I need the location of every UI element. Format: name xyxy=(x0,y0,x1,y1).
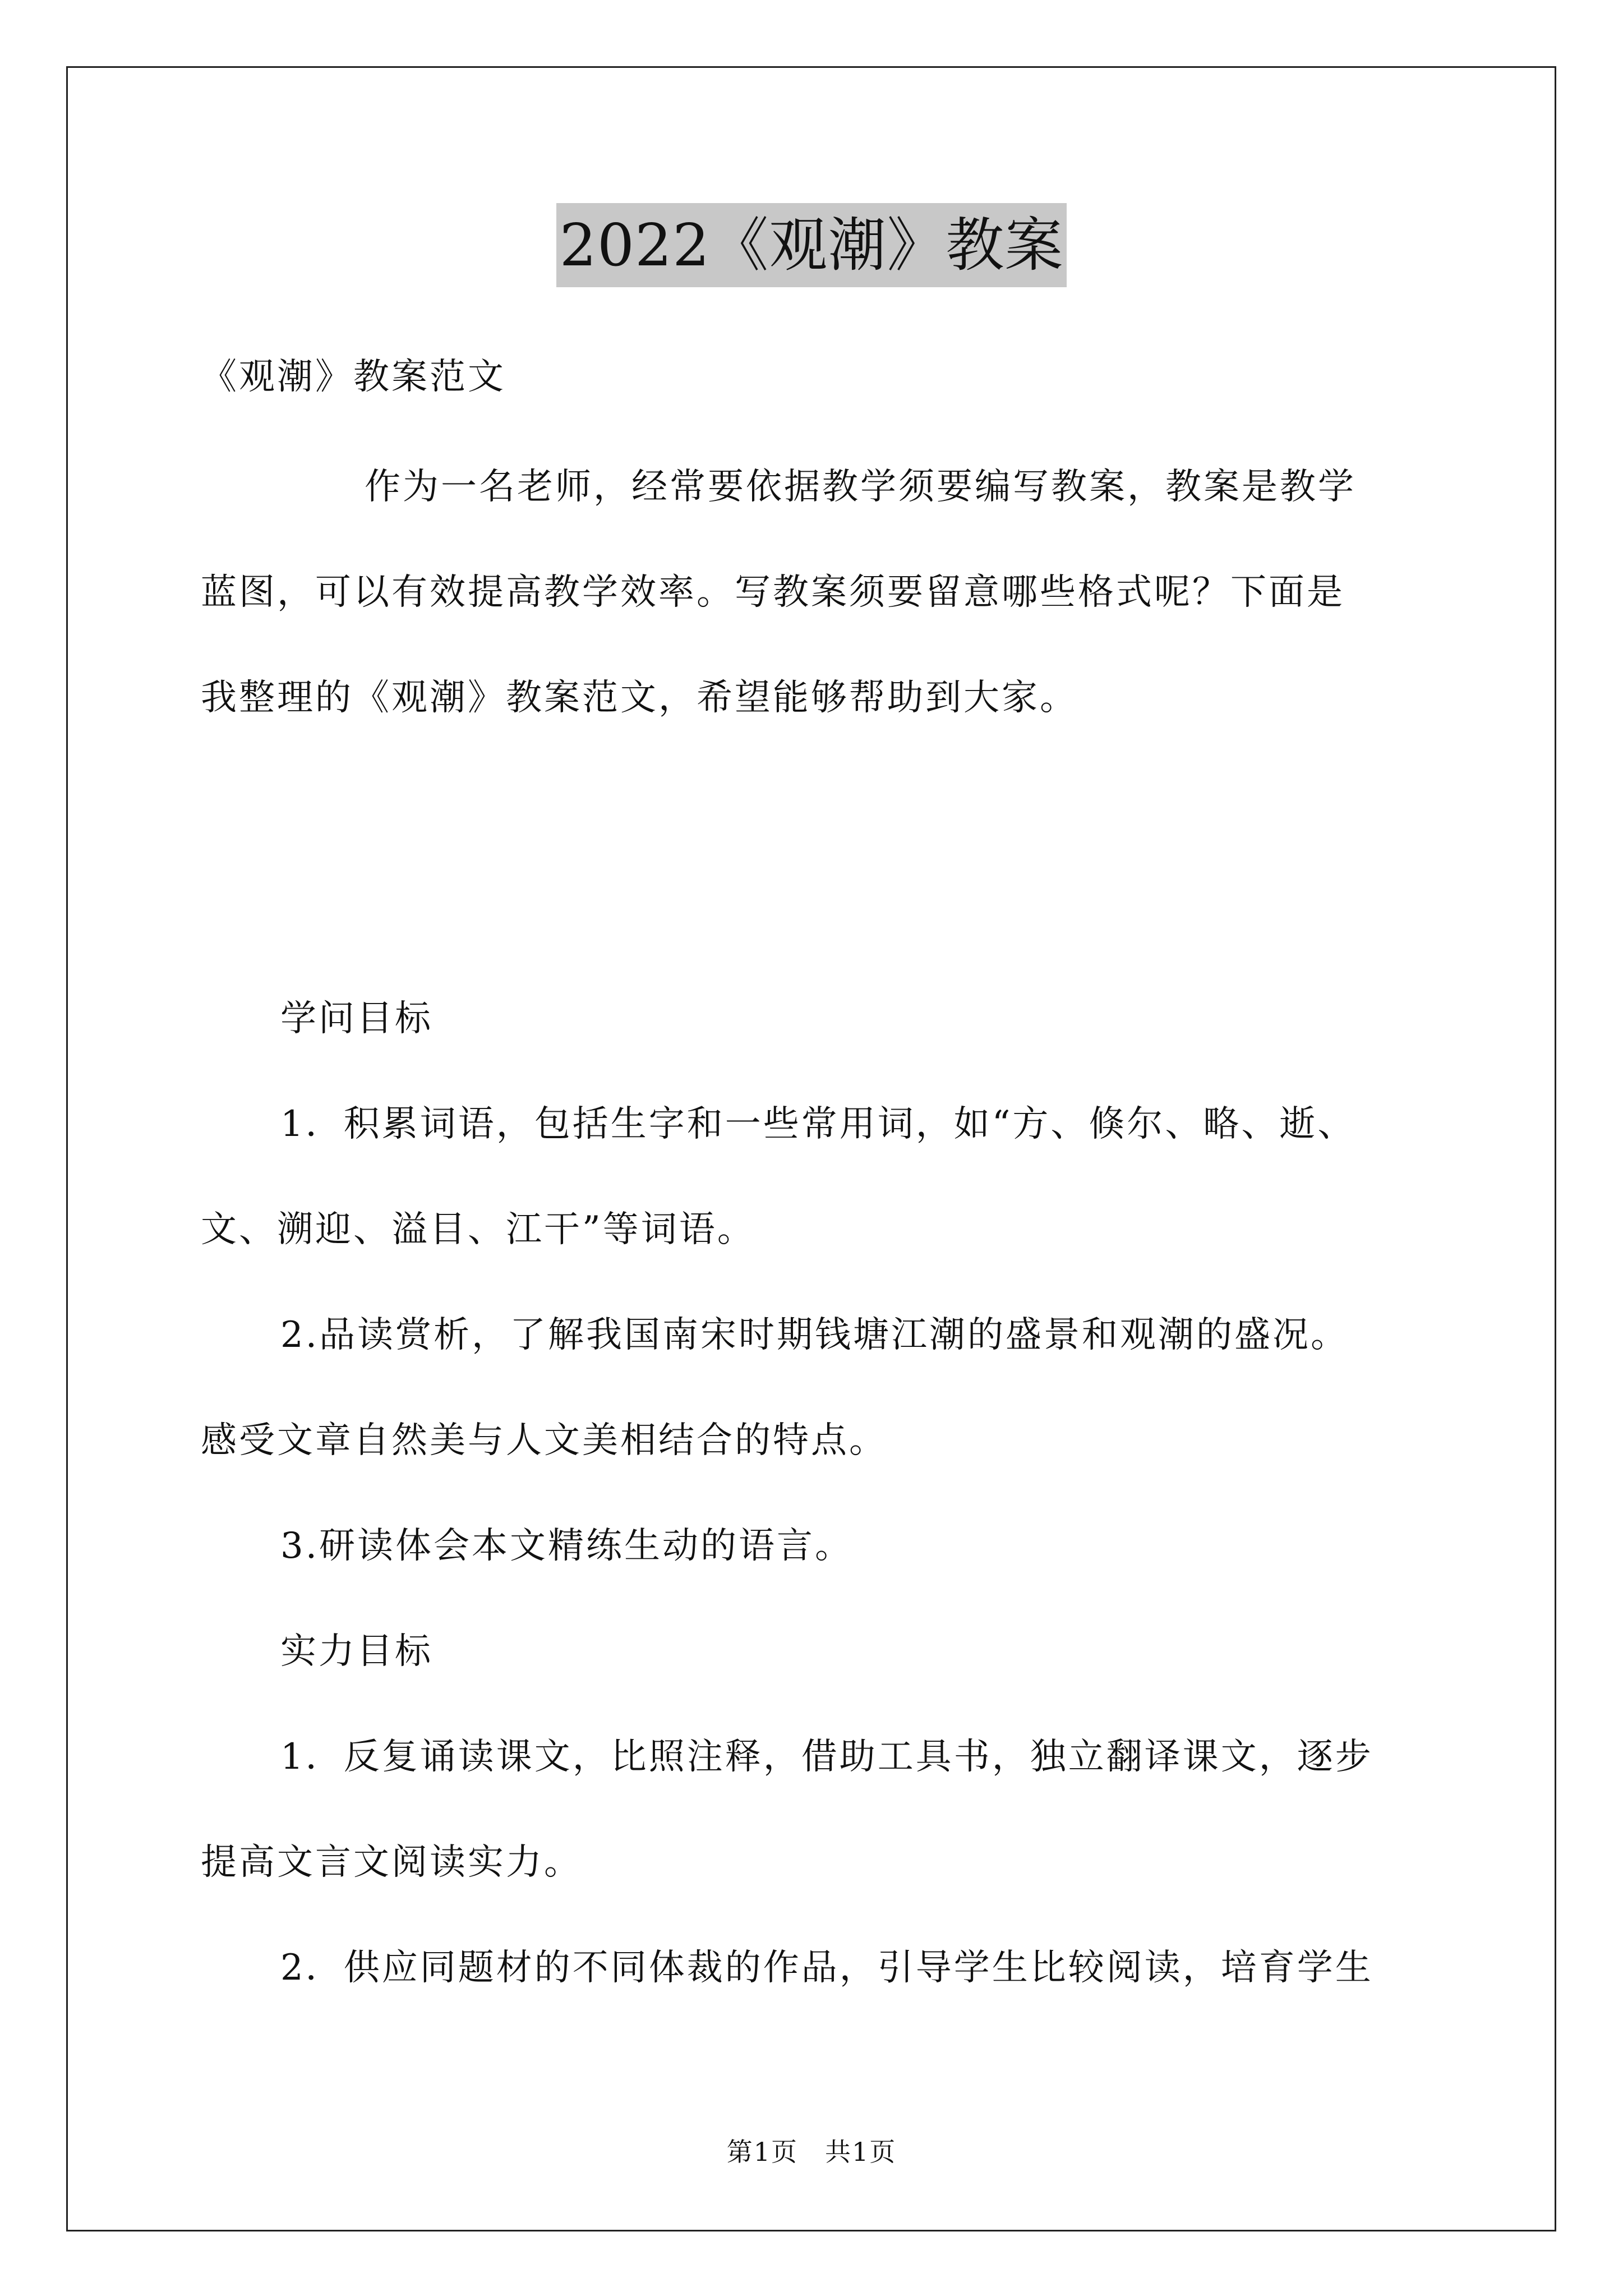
intro-line-3: 我整理的《观潮》教案范文，希望能够帮助到大家。 xyxy=(201,677,1078,719)
knowledge-line-1: 1．积累词语，包括生字和一些常用词，如“方、倏尔、略、逝、 xyxy=(280,1103,1356,1145)
knowledge-line-2: 文、溯迎、溢目、江干”等词语。 xyxy=(201,1209,755,1250)
document-title: 2022《观潮》教案 xyxy=(556,203,1067,287)
intro-line-2: 蓝图，可以有效提高教学效率。写教案须要留意哪些格式呢？下面是 xyxy=(201,572,1345,613)
knowledge-line-5: 3.研读体会本文精练生动的语言。 xyxy=(280,1525,854,1567)
ability-line-3: 2．供应同题材的不同体裁的作品，引导学生比较阅读，培育学生 xyxy=(280,1947,1373,1989)
ability-heading: 实力目标 xyxy=(280,1631,433,1672)
title-container xyxy=(0,203,1623,287)
ability-line-2: 提高文言文阅读实力。 xyxy=(201,1842,582,1883)
intro-line-1: 作为一名老师，经常要依据教学须要编写教案，教案是教学 xyxy=(365,466,1356,508)
page-footer: 第1页 共1页 xyxy=(726,2137,897,2167)
knowledge-heading: 学问目标 xyxy=(280,998,433,1039)
ability-line-1: 1．反复诵读课文，比照注释，借助工具书，独立翻译课文，逐步 xyxy=(280,1736,1373,1778)
knowledge-line-4: 感受文章自然美与人文美相结合的特点。 xyxy=(201,1420,887,1461)
subtitle: 《观潮》教案范文 xyxy=(201,356,506,398)
knowledge-line-3: 2.品读赏析，了解我国南宋时期钱塘江潮的盛景和观潮的盛况。 xyxy=(280,1314,1349,1356)
